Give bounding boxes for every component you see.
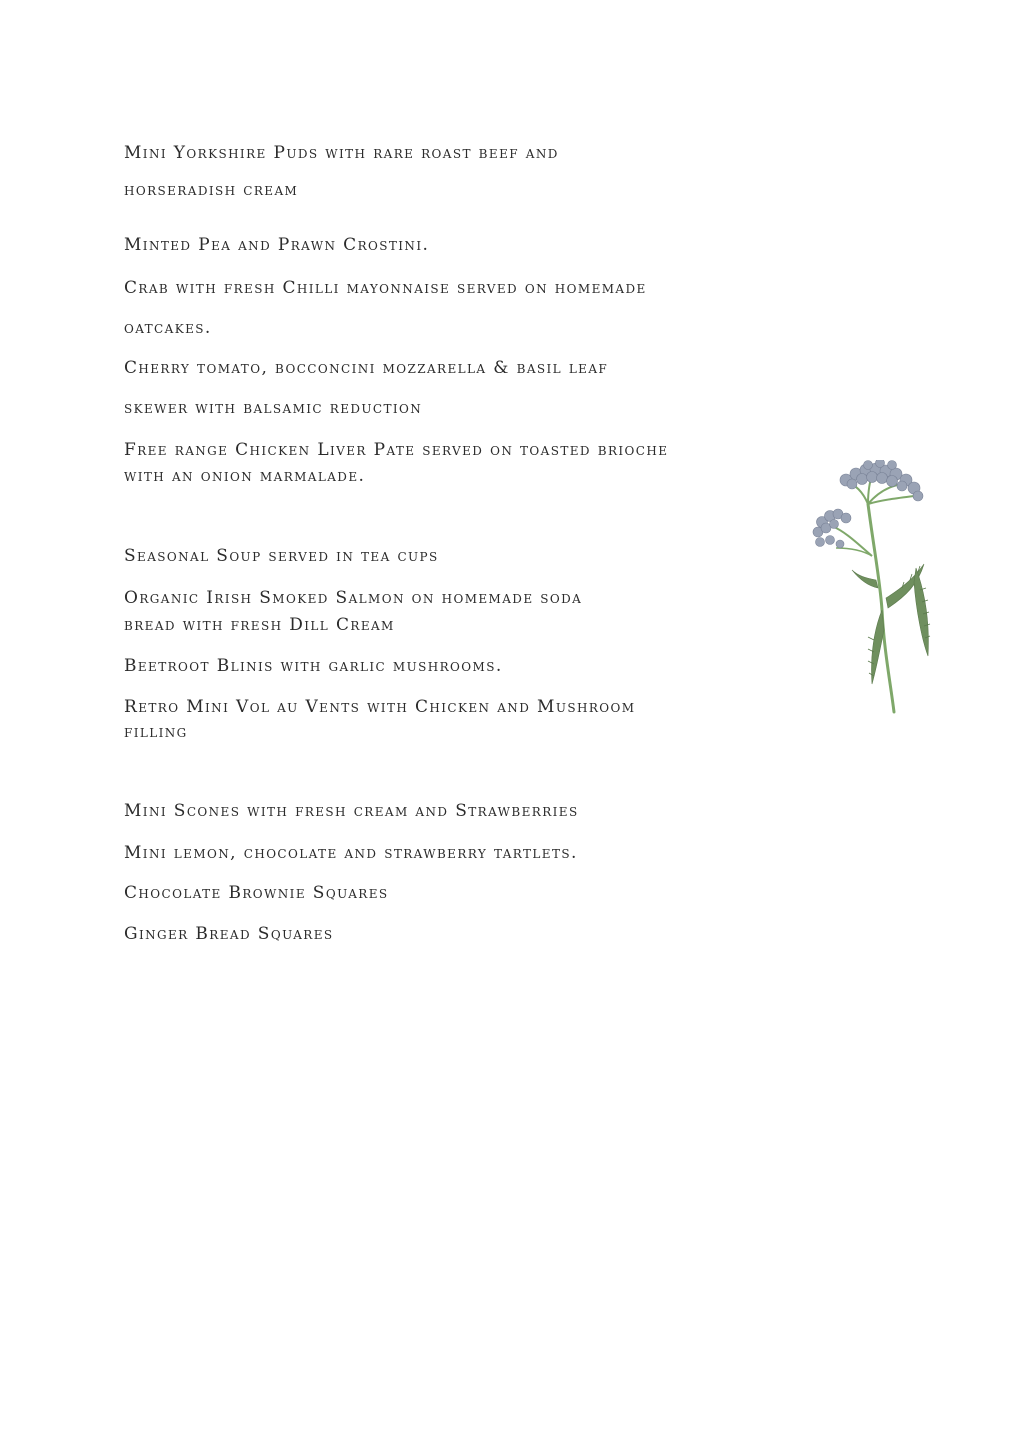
- menu-item-line: Minted Pea and Prawn Crostini.: [124, 235, 430, 255]
- menu-item-line: oatcakes.: [124, 318, 212, 338]
- menu-item-line: Free range Chicken Liver Pate served on toasted brioche: [124, 440, 669, 460]
- menu-item-line: Crab with fresh Chilli mayonnaise served on homemade: [124, 278, 647, 298]
- menu-item-line: skewer with balsamic reduction: [124, 398, 423, 418]
- menu-item-line: Ginger Bread Squares: [124, 924, 334, 944]
- menu-item-line: Beetroot Blinis with garlic mushrooms.: [124, 656, 503, 676]
- yarrow-flower-illustration: [806, 460, 942, 718]
- menu-item-line: Mini Yorkshire Puds with rare roast beef and: [124, 143, 559, 163]
- menu-item-line: horseradish cream: [124, 180, 299, 200]
- menu-item-line: Mini Scones with fresh cream and Strawberries: [124, 801, 579, 821]
- menu-item-line: Retro Mini Vol au Vents with Chicken and Mushroom: [124, 697, 636, 717]
- menu-item-line: filling: [124, 722, 188, 742]
- menu-item-line: with an onion marmalade.: [124, 466, 366, 486]
- menu-item-line: Organic Irish Smoked Salmon on homemade soda: [124, 588, 583, 608]
- menu-item-line: Seasonal Soup served in tea cups: [124, 546, 439, 566]
- menu-item-line: Chocolate Brownie Squares: [124, 883, 389, 903]
- menu-item-line: Cherry tomato, bocconcini mozzarella & basil leaf: [124, 358, 609, 378]
- menu-item-line: Mini lemon, chocolate and strawberry tartlets.: [124, 843, 578, 863]
- menu-item-line: bread with fresh Dill Cream: [124, 615, 395, 635]
